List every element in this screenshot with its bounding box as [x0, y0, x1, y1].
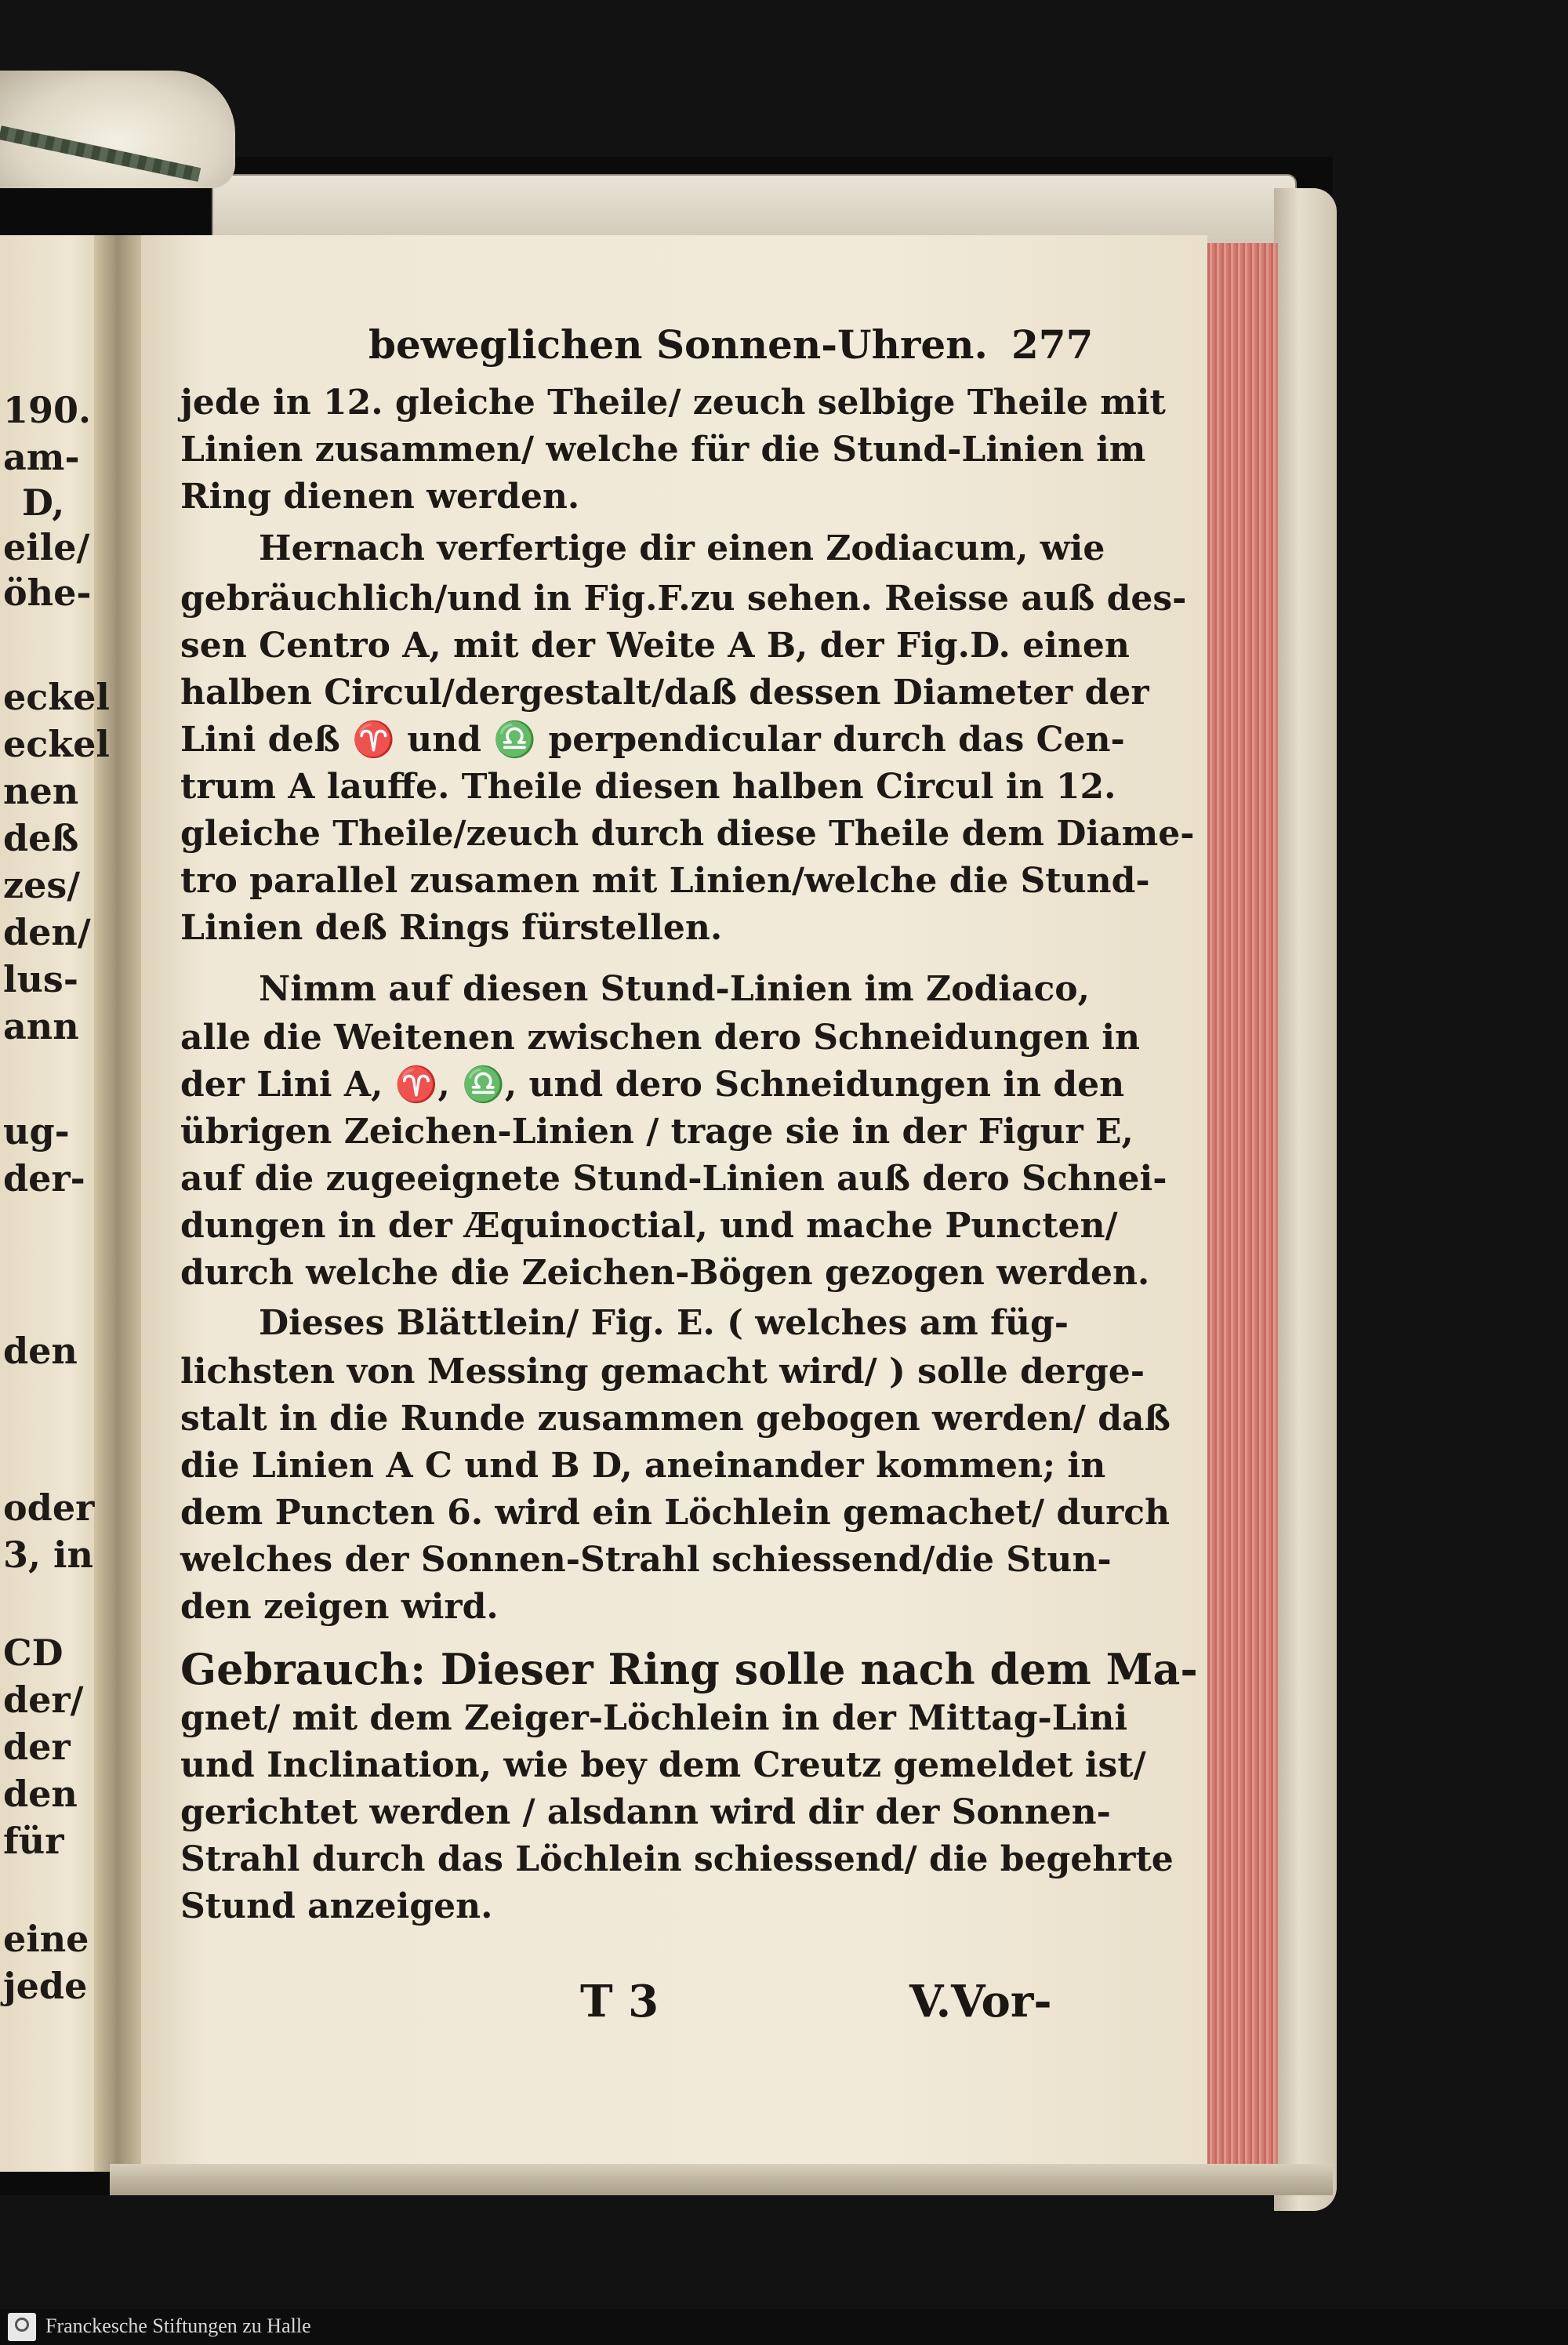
text-line: durch welche die Zeichen-Bögen gezogen werden. [180, 1253, 1150, 1293]
text-line: Lini deß ♈ und ♎ perpendicular durch das Cen- [180, 720, 1125, 760]
catchword: V.Vor- [909, 1976, 1052, 2027]
text-line: gnet/ mit dem Zeiger-Löchlein in der Mittag-Lini [180, 1698, 1128, 1738]
left-margin-line: 190. [3, 389, 92, 431]
text-line: Nimm auf diesen Stund-Linien im Zodiaco, [259, 969, 1090, 1009]
left-margin-line: nen [3, 770, 79, 812]
left-margin-line: D, [22, 481, 65, 524]
book-bottom-edge [110, 2164, 1333, 2195]
text-line: lichsten von Messing gemacht wird/ ) solle derge- [180, 1352, 1145, 1392]
text-line: sen Centro A, mit der Weite A B, der Fig.D. einen [180, 626, 1130, 666]
left-margin-line: den [3, 1773, 78, 1815]
text-line: übrigen Zeichen-Linien / trage sie in der Figur E, [180, 1112, 1134, 1152]
page-number: 277 [1011, 321, 1094, 368]
left-margin-line: den [3, 1330, 78, 1372]
left-margin-line: den/ [3, 911, 91, 953]
text-line: trum A lauffe. Theile diesen halben Circul in 12. [180, 767, 1116, 807]
text-line: Gebrauch: Dieser Ring solle nach dem Ma- [180, 1644, 1198, 1694]
left-margin-line: oder [3, 1486, 95, 1529]
left-margin-line: am- [3, 436, 80, 478]
left-margin-line: eine [3, 1918, 89, 1960]
text-line: gebräuchlich/und in Fig.F.zu sehen. Reisse auß des- [180, 579, 1187, 619]
left-margin-line: zes/ [3, 864, 81, 906]
left-margin-line: deß [3, 817, 79, 859]
text-line: Ring dienen werden. [180, 477, 580, 517]
institution-name: Franckesche Stiftungen zu Halle [45, 2314, 311, 2337]
left-margin-line: eile/ [3, 526, 90, 568]
text-line: der Lini A, ♈, ♎, und dero Schneidungen in den [180, 1065, 1125, 1105]
text-line: dungen in der Æquinoctial, und mache Puncten/ [180, 1206, 1118, 1246]
text-line: Linien zusammen/ welche für die Stund-Linien im [180, 430, 1146, 470]
text-line: auf die zugeeignete Stund-Linien auß dero Schnei- [180, 1159, 1167, 1199]
text-line: Dieses Blättlein/ Fig. E. ( welches am füg- [259, 1303, 1069, 1343]
text-line: gerichtet werden / alsdann wird dir der Sonnen- [180, 1792, 1111, 1832]
text-line: welches der Sonnen-Strahl schiessend/die Stun- [180, 1540, 1112, 1580]
left-margin-line: ug- [3, 1110, 70, 1153]
text-line: den zeigen wird. [180, 1587, 499, 1627]
text-line: gleiche Theile/zeuch durch diese Theile dem Diame- [180, 814, 1195, 854]
left-margin-line: öhe- [3, 572, 92, 614]
left-margin-line: lus- [3, 958, 78, 1000]
running-title: beweglichen Sonnen-Uhren. [368, 321, 988, 368]
page-gutter [94, 235, 141, 2172]
signature-mark: T 3 [580, 1976, 659, 2027]
left-margin-line: ann [3, 1005, 79, 1047]
left-margin-line: der [3, 1726, 71, 1768]
book-cover-right [1274, 188, 1337, 2211]
left-margin-line: eckel [3, 723, 110, 765]
left-margin-line: eckel [3, 676, 110, 718]
text-line: und Inclination, wie bey dem Creutz gemeldet ist/ [180, 1745, 1146, 1785]
text-line: die Linien A C und B D, aneinander kommen; in [180, 1446, 1106, 1486]
text-line: tro parallel zusamen mit Linien/welche die Stund- [180, 861, 1150, 901]
left-margin-line: für [3, 1820, 64, 1862]
text-line: dem Puncten 6. wird ein Löchlein gemachet/ durch [180, 1493, 1171, 1533]
left-margin-line: 3, in [3, 1534, 93, 1576]
left-margin-line: der/ [3, 1679, 84, 1721]
left-margin-line: der- [3, 1157, 85, 1200]
text-line: jede in 12. gleiche Theile/ zeuch selbige Theile mit [180, 383, 1166, 423]
left-margin-line: CD [3, 1632, 64, 1674]
right-page [118, 235, 1207, 2172]
text-line: Stund anzeigen. [180, 1886, 493, 1926]
text-line: stalt in die Runde zusammen gebogen werden/ daß [180, 1399, 1171, 1439]
left-margin-line: jede [3, 1965, 88, 2007]
text-line: Strahl durch das Löchlein schiessend/ die begehrte [180, 1839, 1174, 1879]
institution-logo-icon [8, 2313, 36, 2341]
text-line: Hernach verfertige dir einen Zodiacum, wie [259, 528, 1105, 568]
text-line: halben Circul/dergestalt/daß dessen Diameter der [180, 673, 1149, 713]
text-line: alle die Weitenen zwischen dero Schneidungen in [180, 1018, 1141, 1058]
red-page-edge [1207, 243, 1278, 2164]
text-line: Linien deß Rings fürstellen. [180, 908, 723, 948]
